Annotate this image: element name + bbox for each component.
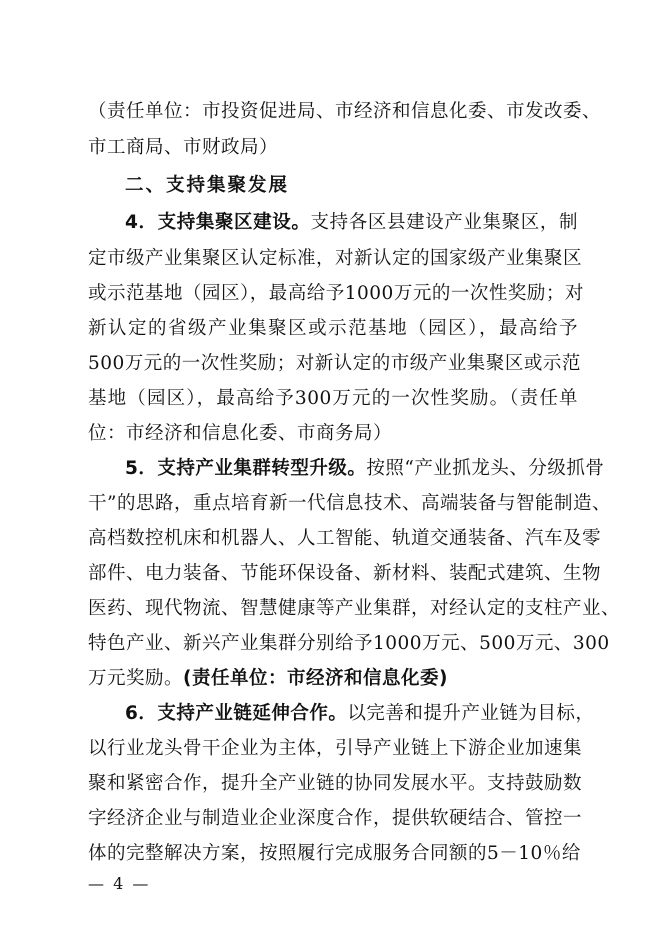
text-line: 新认定的省级产业集聚区或示范基地（园区），最高给予: [88, 318, 578, 339]
text-line: 聚和紧密合作，提升全产业链的协同发展水平。支持鼓励数: [88, 773, 583, 794]
section-heading: 二、支持集聚发展: [125, 175, 290, 196]
text-line: 基地（园区），最高给予300万元的一次性奖励。（责任单: [88, 388, 578, 409]
text-line: 定市级产业集聚区认定标准，对新认定的国家级产业集聚区: [88, 248, 583, 269]
item-text: 以完善和提升产业链为目标，: [347, 703, 595, 724]
text-line: [88, 663, 578, 695]
text-line: 高档数控机床和机器人、人工智能、轨道交通装备、汽车及零: [88, 528, 602, 549]
text-line: 医药、现代物流、智慧健康等产业集群，对经认定的支柱产业、: [88, 598, 621, 619]
item-lead: 4．支持集聚区建设。: [125, 212, 311, 233]
text-line: 干”的思路，重点培育新一代信息技术、高端装备与智能制造、: [88, 493, 611, 514]
text-line: 500万元的一次性奖励；对新认定的市级产业集聚区或示范: [88, 353, 581, 374]
item-text: 万元奖励。: [88, 668, 184, 689]
paragraph-line: [125, 698, 595, 730]
text-line: 部件、电力装备、节能环保设备、新材料、装配式建筑、生物: [88, 563, 602, 584]
text-line: 特色产业、新兴产业集群分别给予1000万元、500万元、300: [88, 633, 610, 654]
paragraph-line: [125, 453, 605, 485]
responsible-unit: (责任单位：市经济和信息化委): [183, 668, 448, 689]
text-line: 以行业龙头骨干企业为主体，引导产业链上下游企业加速集: [88, 738, 583, 759]
paragraph-line: [125, 207, 578, 239]
item-text: 支持各区县建设产业集聚区，制: [310, 212, 578, 233]
text-line: 体的完整解决方案，按照履行完成服务合同额的5－10％给: [88, 843, 581, 864]
text-line: （责任单位：市投资促进局、市经济和信息化委、市发改委、: [88, 101, 602, 122]
item-lead: 5．支持产业集群转型升级。: [125, 458, 367, 479]
item-text: 按照“产业抓龙头、分级抓骨: [366, 458, 605, 479]
text-line: 市工商局、市财政局）: [88, 137, 279, 158]
text-line: 位：市经济和信息化委、市商务局）: [88, 423, 393, 444]
page-number: — 4 —: [88, 874, 151, 893]
text-line: 或示范基地（园区），最高给予1000万元的一次性奖励；对: [88, 283, 584, 304]
text-line: 字经济企业与制造业企业深度合作，提供软硬结合、管控一: [88, 808, 583, 829]
item-lead: 6．支持产业链延伸合作。: [125, 703, 348, 724]
